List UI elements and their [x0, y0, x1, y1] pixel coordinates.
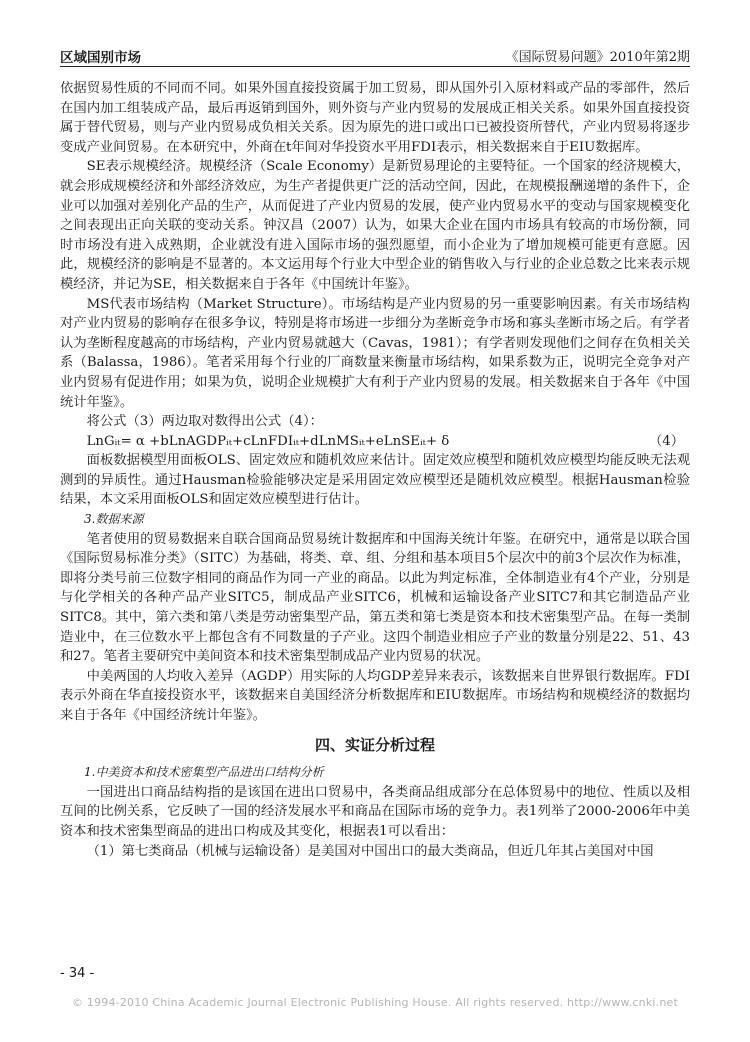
subheading-data-source: 3.数据来源: [84, 512, 144, 527]
paragraph-agdp-fdi: 中美两国的人均收入差异（AGDP）用实际的人均GDP差异来表示，该数据来自世界银行数据库。FDI 表示外商在华直接投资水平，该数据来自美国经济分析数据库和EIU数据库。市场结构和规模经济的数据均来自于各年《中国经济统计年鉴》。: [60, 668, 690, 723]
running-header: [60, 44, 690, 67]
paragraph-fdi: 依据贸易性质的不同而不同。如果外国直接投资属于加工贸易，即从国外引入原材料或产品的零部件，然后在国内加工组装成产品，最后再返销到国外，则外资与产业内贸易的发展成正相关关系。如果外国直接投资属于替代贸易，则与产业内贸易成负相关关系。因为原先的进口或出口已被投资所替代，产业内贸易将逐步变成产业间贸易。在本研究中，外商在t年间对华投资水平用FDI表示，相关数据来自于EIU数据库。: [60, 81, 690, 155]
section-heading-empirical: 四、实证分析过程: [314, 735, 435, 754]
equation-4: [60, 432, 690, 452]
paragraph-panel-model: 面板数据模型用面板OLS、固定效应和随机效应来估计。固定效应模型和随机效应模型均能反映无法观测到的异质性。通过Hausman检验能够决定是采用固定效应模型还是随机效应模型。根据Hausman检验结果，本文采用面板OLS和固定效应模型进行估计。: [60, 453, 690, 508]
paragraph-scale-economy: SE表示规模经济。规模经济（Scale Economy）是新贸易理论的主要特征。一个国家的经济规模大，就会形成规模经济和外部经济效应，为生产者提供更广泛的活动空间，因此，在规模报酬递增的条件下，企业可以加强对差别化产品的生产，从而促进了产业内贸易的发展，使产业内贸易水平的变动与国家规模变化之间表现出正向关联的变动关系。钟汉昌（2007）认为，如果大企业在国内市场具有较高的市场份额，同时市场没有进入成熟期，企业就没有进入国际市场的强烈愿望，而小企业为了增加规模可能更有意愿。因此，规模经济的影响是不显著的。本文运用每个行业大中型企业的销售收入与行业的企业总数之比来表示规模经济，并记为SE，相关数据来自于各年《中国统计年鉴》。: [60, 159, 690, 292]
paragraph-market-structure: MS代表市场结构（Market Structure）。市场结构是产业内贸易的另一重要影响因素。有关市场结构对产业内贸易的影响存在很多争议，特别是将市场进一步细分为垄断竞争市场和寡头垄断市场之后。有学者认为垄断程度越高的市场结构，产业内贸易就越大（Cavas，1981）；有学者则发现他们之间存在负相关关系（Balassa，1986）。笔者采用每个行业的厂商数量来衡量市场结构，如果系数为正，说明完全竞争对产业内贸易有促进作用；如果为负，说明企业规模扩大有利于产业内贸易的发展。相关数据来自于各年《中国统计年鉴》。: [60, 296, 690, 410]
header-section-title: 区域国别市场: [60, 50, 141, 66]
copyright-footer: © 1994-2010 China Academic Journal Electronic Publishing House. All rights reserved. http://www.cnki.net: [72, 996, 678, 1009]
paragraph-formula-intro: 将公式（3）两边取对数得出公式（4）：: [86, 414, 323, 430]
page-number: - 34 -: [60, 966, 95, 981]
header-journal-issue: 《国际贸易问题》2010年第2期: [505, 50, 690, 65]
equation-number: （4）: [648, 433, 684, 449]
paragraph-category-seven: （1）第七类商品（机械与运输设备）是美国对中国出口的最大类商品，但近几年其占美国对中国: [86, 843, 654, 859]
subheading-trade-structure: 1.中美资本和技术密集型产品进出口结构分析: [84, 765, 324, 780]
equation-text: LnGᵢₜ= α +bLnAGDPᵢₜ+cLnFDIᵢₜ+dLnMSᵢₜ+eLnSEᵢₜ+ δ: [86, 433, 450, 449]
paragraph-trade-structure: 一国进出口商品结构指的是该国在进出口贸易中，各类商品组成部分在总体贸易中的地位、性质以及相互间的比例关系，它反映了一国的经济发展水平和商品在国际市场的竞争力。表1列举了2000-2006年中美资本和技术密集型商品的进出口构成及其变化，根据表1可以看出：: [60, 784, 690, 839]
paragraph-data-source: 笔者使用的贸易数据来自联合国商品贸易统计数据库和中国海关统计年鉴。在研究中，通常是以联合国《国际贸易标准分类》（SITC）为基础，将类、章、组、分组和基本项目5个层次中的前3个层次作为标准，即将分类号前三位数字相同的商品作为同一产业的商品。以此为判定标准，全体制造业有4个产业，分别是与化学相关的各种产品产业SITC5，制成品产业SITC6，机械和运输设备产业SITC7和其它制造品产业SITC8。其中，第六类和第八类是劳动密集型产品，第五类和第七类是资本和技术密集型产品。在每一类制造业中，在三位数水平上都包含有不同数量的子产业。这四个制造业相应子产业的数量分别是22、51、43和27。笔者主要研究中美间资本和技术密集型制成品产业内贸易的状况。: [60, 531, 690, 665]
article-body: [60, 79, 690, 861]
